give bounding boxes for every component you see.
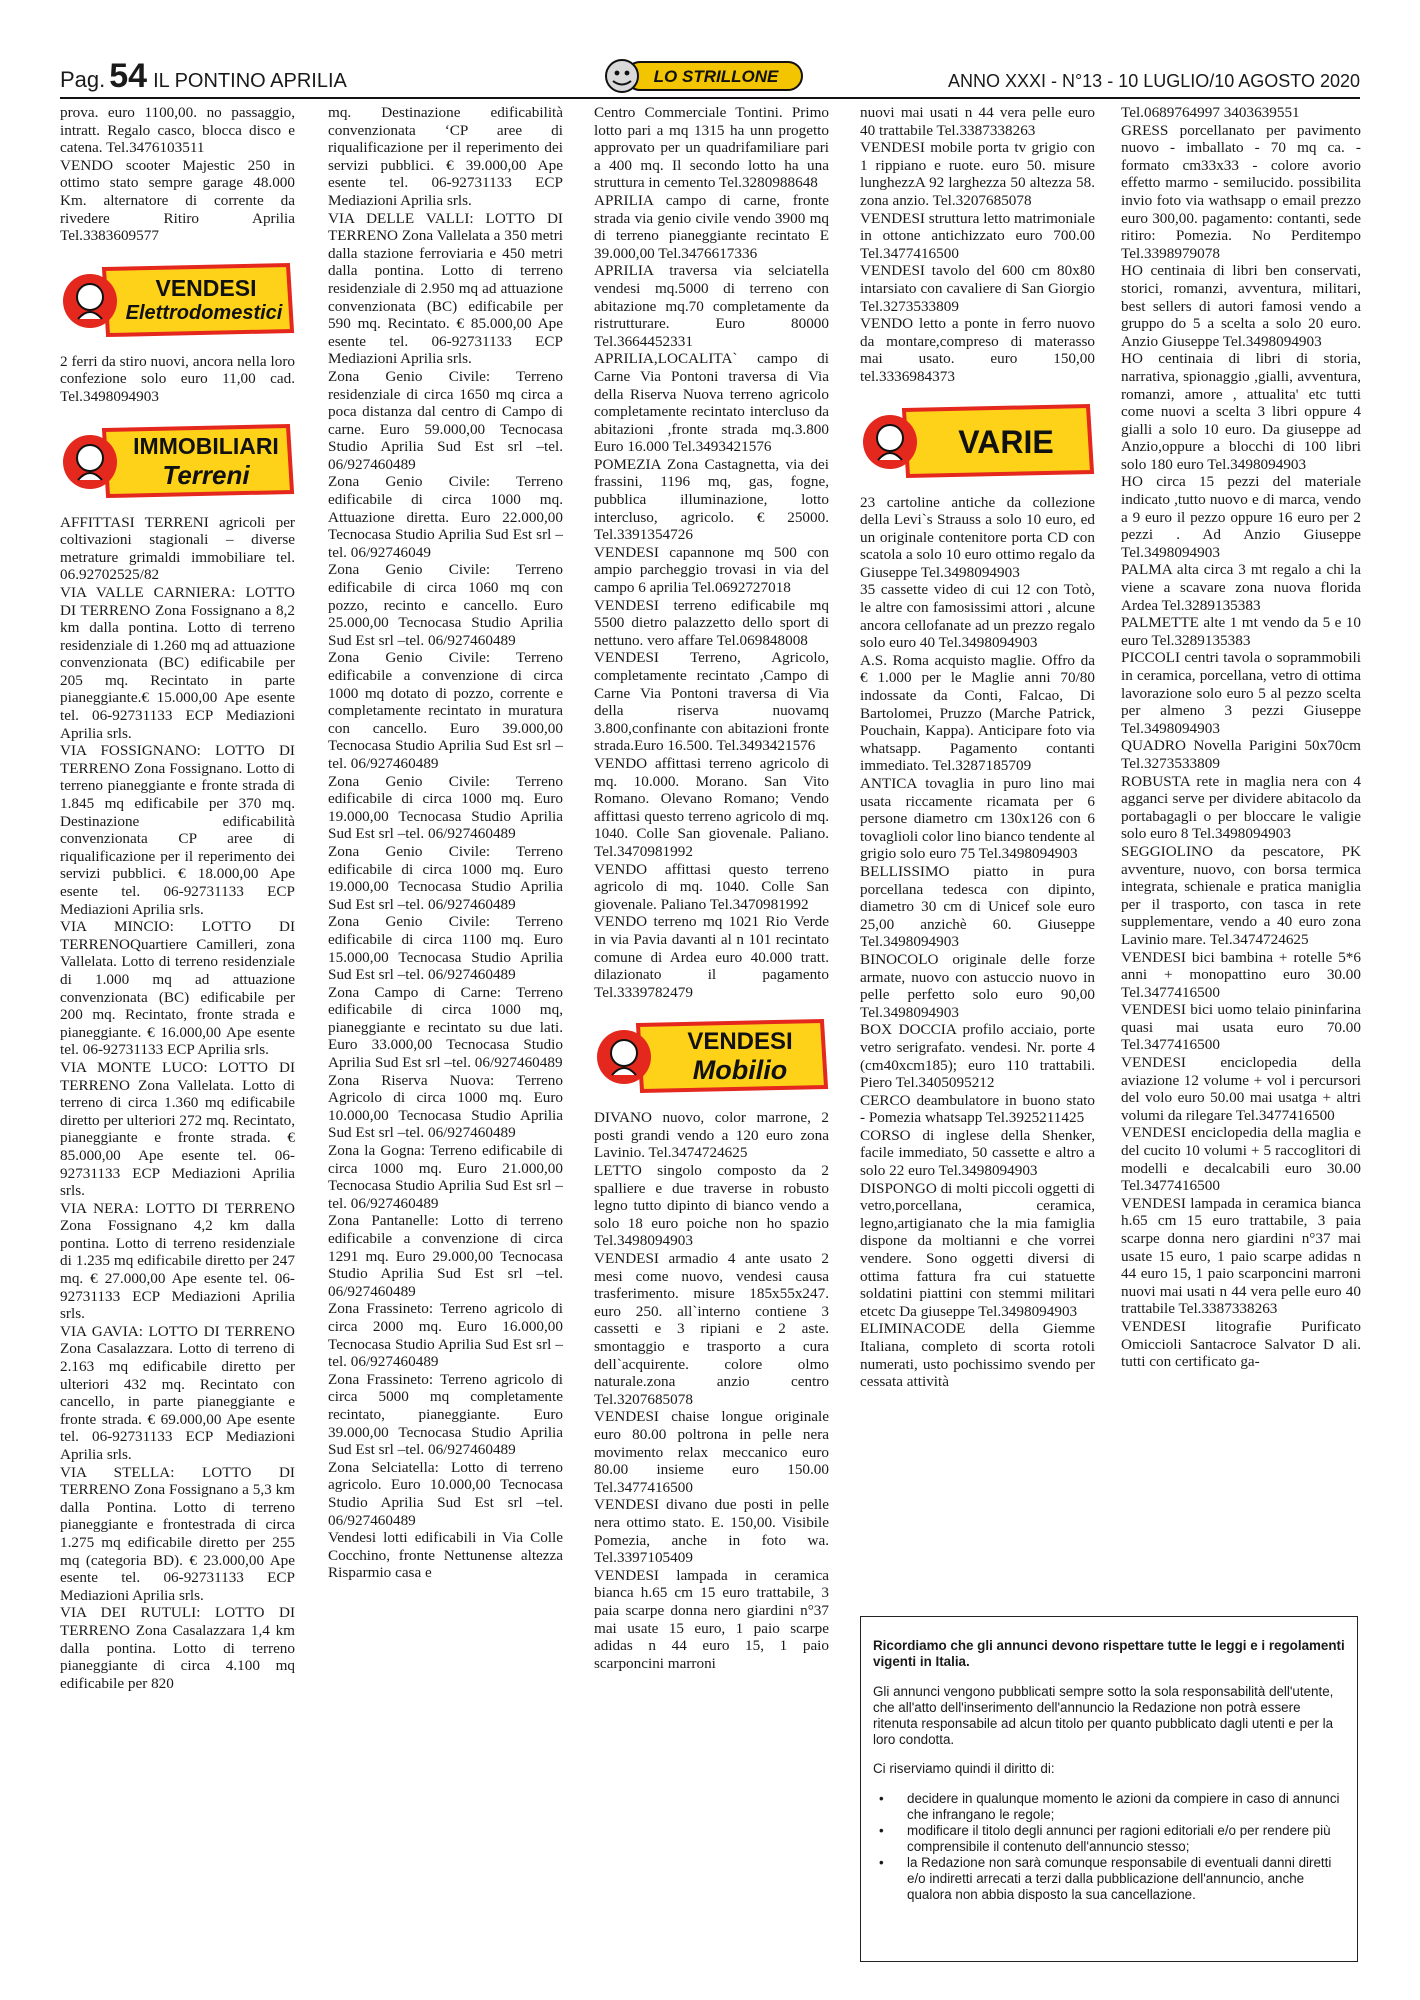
- classified-ad: 2 ferri da stiro nuovi, ancora nella loro confezione solo euro 11,00 cad. Tel.3498094903: [60, 352, 295, 405]
- classified-ad: APRILIA traversa via selciatella vendesi mq.5000 di terreno con abitazione mq.70 completamente da ristrutturare. Euro 80000 Tel.3664452331: [594, 262, 829, 350]
- ads-group-elettrodomestici: [60, 353, 295, 406]
- banner-line2: Elettrodomestici: [125, 301, 283, 324]
- column-5: [1121, 104, 1361, 1371]
- classified-ad: A.S. Roma acquisto maglie. Offro da € 1.000 per le Maglie anni 70/80 indossate da Conti, Falcao, Di Bartolomei, Pruzzo (Marche Patrick, Pouchain, Kappa). Anticipare foto via whatsapp. Pagamento contanti immediato. Tel.3287185709: [860, 651, 1095, 775]
- classified-ad: VENDESI lampada in ceramica bianca h.65 cm 15 euro trattabile, 3 paia scarpe donna nero giardini n°37 mai usate 15 euro, 1 paio scarpe adidas n 44 euro 15, 1 paio scarponcini marroni nuovi mai usati n 44 vera pelle euro 40 trattabile Tel.3387338263: [1121, 1194, 1361, 1318]
- classified-ad: HO circa 15 pezzi del materiale indicato ,tutto nuovo e di marca, vendo a 9 euro il pezzo oppure 16 euro per 2 pezzi . Ad Anzio Giuseppe Tel.3498094903: [1121, 473, 1361, 561]
- classified-ad: Centro Commerciale Tontini. Primo lotto pari a mq 1315 ha unn progetto approvato per un quadrifamiliare pari a 400 mq. Il secondo lotto ha una struttura in cemento Tel.3280988648: [594, 104, 829, 192]
- disclaimer-title: Ricordiamo che gli annunci devono rispettare tutte le leggi e i regolamenti vigenti in Italia.: [873, 1638, 1345, 1670]
- classified-ad: AFFITTASI TERRENI agricoli per coltivazioni stagionali – diverse metrature grimaldi immobiliare tel. 06.92702525/82: [60, 513, 295, 584]
- classified-ad: VENDESI lampada in ceramica bianca h.65 cm 15 euro trattabile, 3 paia scarpe donna nero giardini n°37 mai usate 15 euro, 1 paio scarpe adidas n 44 euro 15, 1 paio scarponcini marroni: [594, 1566, 829, 1672]
- classified-ad: BOX DOCCIA profilo acciaio, porte vetro serigrafato. vendesi. Nr. porte 4 (cm40xcm185); euro 110 trattabili. Piero Tel.3405095212: [860, 1021, 1095, 1092]
- classified-ad: DIVANO nuovo, color marrone, 2 posti grandi vendo a 120 euro zona Lavinio. Tel.3474724625: [594, 1109, 829, 1162]
- header-left: [60, 57, 347, 96]
- classified-ad: BELLISSIMO piatto in pura porcellana tedesca con dipinto, diametro 30 cm di Unicef sole euro 25,00 anzichè 60. Giuseppe Tel.3498094903: [860, 862, 1095, 951]
- classified-ad: DISPONGO di molti piccoli oggetti di vetro,porcellana, ceramica, legno,artigianato che la mia famiglia dispone da moltianni e che vorrei vendere. Sono oggetti diversi di ottima fattura fra cui statuette soldatini piattini con stemmi militari etcetc Da giuseppe Tel.3498094903: [860, 1179, 1095, 1320]
- classified-ad: VENDESI mobile porta tv grigio con 1 rippiano e ruote. euro 50. misure lunghezzA 92 larghezza 50 altezza 58. zona anzio. Tel.3207685078: [860, 139, 1095, 209]
- classified-ad: Zona Genio Civile: Terreno residenziale di circa 1650 mq circa a poca distanza dal centro di Campo di carne. Euro 59.000,00 Tecnocasa Studio Aprilia Sud Est srl –tel. 06/927460489: [328, 367, 563, 473]
- classified-ad: Zona Frassineto: Terreno agricolo di circa 5000 mq completamente recintato, pianeggiante. Euro 39.000,00 Tecnocasa Studio Aprilia Sud Est srl –tel. 06/927460489: [328, 1370, 563, 1459]
- classified-ad: PALMA alta circa 3 mt regalo a chi la viene a scavare zona nuova florida Ardea Tel.3289135383: [1121, 561, 1361, 614]
- column-1: [60, 104, 295, 1692]
- classified-ad: ANTICA tovaglia in puro lino mai usata riccamente ricamata per 6 persone diametro cm 130x126 con 6 tovaglioli color lino bianco tendente al grigio solo euro 75 Tel.3498094903: [860, 775, 1095, 863]
- column-3: [594, 104, 829, 1672]
- classified-ad: VENDO affittasi terreno agricolo di mq. 10.000. Morano. San Vito Romano. Olevano Romano; Vendo affittasi questo terreno agricolo di mq. 1040. Colle San giovenale. Paliano. Tel.3470981992: [594, 754, 829, 860]
- classified-ad: 35 cassette video di cui 12 con Totò, le altre con famosissimi attori , alcune ancora cellofanate ad un prezzo regalo solo euro 40 Tel.3498094903: [860, 581, 1095, 652]
- ads-group-terreni-cont: [328, 104, 563, 1582]
- ads-group-mobilio-cont: [860, 104, 1095, 386]
- classified-ad: Zona Genio Civile: Terreno edificabile di circa 1000 mq. Euro 19.000,00 Tecnocasa Studio Aprilia Sud Est srl –tel. 06/927460489: [328, 842, 563, 913]
- disclaimer-item: [873, 1791, 1345, 1823]
- disclaimer-lead: Ci riserviamo quindi il diritto di:: [873, 1761, 1055, 1777]
- classified-ad: Zona Campo di Carne: Terreno edificabile di circa 1000 mq, pianeggiante e recintato su due lati. Euro 33.000,00 Tecnocasa Studio Aprilia Sud Est srl –tel. 06/927460489: [328, 983, 563, 1072]
- classified-ad: VIA NERA: LOTTO DI TERRENO Zona Fossignano 4,2 km dalla pontina. Lotto di terreno residenziale di 1.235 mq edificabile diretto per 247 mq. € 27.000,00 Ape esente tel. 06-92731133 ECP Mediazioni Aprilia srls.: [60, 1199, 295, 1323]
- banner-line1: VARIE: [958, 423, 1054, 460]
- bullet-icon: •: [879, 1790, 884, 1806]
- classified-ad: GRESS porcellanato per pavimento nuovo - imballato - 70 mq ca. - formato cm33x33 - colore avorio effetto marmo - semilucido. possibilita invio foto via wathsapp o email prezzo euro 300,00. pagamento: contanti, sede ritiro: Pomezia. No Perditempo Tel.3398979078: [1121, 121, 1361, 262]
- classified-ad: VIA FOSSIGNANO: LOTTO DI TERRENO Zona Fossignano. Lotto di terreno pianeggiante e fronte strada di 1.845 mq edificabile per 370 mq. Destinazione edificabilità convenzionata CP aree di riqualificazione per il reperimento dei servizi pubblici. € 18.000,00 Ape esente tel. 06-92731133 ECP Mediazioni Aprilia srls.: [60, 742, 295, 918]
- banner-line2: Mobilio: [692, 1055, 788, 1086]
- banner-varie: [860, 402, 1095, 480]
- classified-ad: VENDESI enciclopedia della aviazione 12 volume + vol i percursori del volo euro 50.00 mai usatga + altri volumi da rilegare Tel.3477416500: [1121, 1054, 1361, 1124]
- classified-ad: VIA VALLE CARNIERA: LOTTO DI TERRENO Zona Fossignano a 8,2 km dalla pontina. Lotto di terreno residenziale di 1.260 mq ad attuazione convenzionata (BC) edificabile per 205 mq. Recintato in parte pianeggiante.€ 15.000,00 Ape esente tel. 06-92731133 ECP Mediazioni Aprilia srls.: [60, 583, 295, 742]
- classified-ad: Zona Genio Civile: Terreno edificabile a convenzione di circa 1000 mq dotato di pozzo, corrente e completamente recintato in muratura con cancello. Euro 39.000,00 Tecnocasa Studio Aprilia Sud Est srl –tel. 06/927460489: [328, 649, 563, 772]
- classified-ad: Zona Riserva Nuova: Terreno Agricolo di circa 1000 mq. Euro 10.000,00 Tecnocasa Studio Aprilia Sud Est srl –tel. 06/927460489: [328, 1071, 563, 1142]
- disclaimer-item: [873, 1855, 1345, 1903]
- mascot-head-icon: [77, 445, 103, 471]
- classified-ad: nuovi mai usati n 44 vera pelle euro 40 trattabile Tel.3387338263: [860, 104, 1095, 139]
- classified-ad: Zona Genio Civile: Terreno edificabile di circa 1100 mq. Euro 15.000,00 Tecnocasa Studio Aprilia Sud Est srl –tel. 06/927460489: [328, 913, 563, 984]
- classified-ad: Zona Genio Civile: Terreno edificabile di circa 1000 mq. Euro 19.000,00 Tecnocasa Studio Aprilia Sud Est srl –tel. 06/927460489: [328, 772, 563, 843]
- classified-ad: ROBUSTA rete in maglia nera con 4 agganci serve per dividere abitacolo da portabagagli o per bloccare le valigie solo euro 8 Tel.3498094903: [1121, 772, 1361, 843]
- classified-ad: VIA STELLA: LOTTO DI TERRENO Zona Fossignano a 5,3 km dalla Pontina. Lotto di terreno pianeggiante e frontestrada di circa 1.275 mq edificabile diretto per 255 mq (categoria BD). € 23.000,00 Ape esente tel. 06-92731133 ECP Mediazioni Aprilia srls.: [60, 1463, 295, 1604]
- classified-ad: Zona la Gogna: Terreno edificabile di circa 1000 mq. Euro 21.000,00 Tecnocasa Studio Aprilia Sud Est srl –tel. 06/927460489: [328, 1142, 563, 1212]
- classified-ad: CERCO deambulatore in buono stato - Pomezia whatsapp Tel.3925211425: [860, 1091, 1095, 1127]
- bullet-icon: •: [879, 1854, 884, 1870]
- disclaimer-list: [873, 1791, 1345, 1903]
- classified-ad: 23 cartoline antiche da collezione della Levi`s Strauss a solo 10 euro, ed un originale contenitore porta CD con scatola a solo 10 euro ottimo regalo da Giuseppe Tel.3498094903: [860, 493, 1095, 581]
- classified-ad: Zona Genio Civile: Terreno edificabile di circa 1000 mq. Attuazione diretta. Euro 22.000,00 Tecnocasa Studio Aprilia Sud Est srl – tel. 06/92746049: [328, 473, 563, 561]
- classified-ad: PICCOLI centri tavola o soprammobili in ceramica, porcellana, vetro di ottima lavorazione solo euro 5 al pezzo scelta per almeno 3 pezzi Giuseppe Tel.3498094903: [1121, 649, 1361, 737]
- classified-ad: VENDO terreno mq 1021 Rio Verde in via Pavia davanti al n 101 recintato comune di Ardea euro 40.000 tratt. dilazionato il pagamento Tel.3339782479: [594, 913, 829, 1001]
- page-number: 54: [109, 57, 148, 95]
- classified-ad: VENDESI armadio 4 ante usato 2 mesi come nuovo, vendesi causa trasferimento. misure 185x55x247. euro 250. all`interno contiene 3 cassetti e 3 ripiani e 2 aste. smontaggio e trasporto a cura dell`acquirente. colore olmo naturale.zona anzio centro Tel.3207685078: [594, 1250, 829, 1408]
- issue-info: ANNO XXXI - N°13 - 10 LUGLIO/10 AGOSTO 2020: [947, 71, 1360, 91]
- disclaimer-item-text: modificare il titolo degli annunci per ragioni editoriali e/o per rendere più comprensibile il contenuto dell'annuncio stesso;: [907, 1822, 1331, 1854]
- classified-ad: VENDO letto a ponte in ferro nuovo da montare,compreso di materasso mai usato. euro 150,00 tel.3336984373: [860, 315, 1095, 385]
- logo-eye-icon: [615, 71, 620, 76]
- disclaimer-body: Gli annunci vengono pubblicati sempre sotto la sola responsabilità dell'utente, che all'atto dell'inserimento dell'annuncio la Redazione non potrà essere ritenuta responsabile ad alcun titolo per quanto pubblicato dagli utenti e per la loro condotta.: [873, 1683, 1334, 1747]
- disclaimer-item-text: decidere in qualunque momento le azioni da compiere in caso di annunci che infrangano le regole;: [907, 1790, 1340, 1822]
- mascot-head-icon: [877, 425, 903, 451]
- banner-line2: Terreni: [162, 459, 250, 490]
- classified-ad: VENDESI enciclopedia della maglia e del cucito 10 volumi + 5 raccoglitori di modelli e decalcabili euro 30.00 Tel.3477416500: [1121, 1124, 1361, 1195]
- page-header: [60, 57, 1360, 96]
- classified-ad: QUADRO Novella Parigini 50x70cm Tel.3273533809: [1121, 737, 1361, 772]
- column-2: [328, 104, 563, 1582]
- page-label: Pag.: [60, 67, 106, 92]
- classified-ad: VIA MINCIO: LOTTO DI TERRENOQuartiere Camilleri, zona Vallelata. Lotto di terreno residenziale di 1.000 mq ad attuazione convenzionata (BC) edificabile per 200 mq. Recintato, fronte strada e pianeggiante. € 16.000,00 Ape esente tel. 06-92731133 ECP Aprilia srls.: [60, 918, 295, 1059]
- classified-ad: SEGGIOLINO da pescatore, PK avventure, nuovo, con borsa termica integrata, schienale e pratica maniglia per il trasporto, con tasca in rete supplementare, vendo a 40 euro zona Lavinio mare. Tel.3474724625: [1121, 842, 1361, 948]
- classified-ad: VIA GAVIA: LOTTO DI TERRENO Zona Casalazzara. Lotto di terreno di 2.163 mq edificabile diretto per ulteriori 432 mq. Recintato con cancello, in parte pianeggiante e fronte strada. € 69.000,00 Ape esente tel. 06-92731133 ECP Mediazioni Aprilia srls.: [60, 1322, 295, 1463]
- classified-ad: VENDESI struttura letto matrimoniale in ottone antichizzato euro 700.00 Tel.3477416500: [860, 209, 1095, 262]
- classified-ad: VENDESI terreno edificabile mq 5500 dietro palazzetto dello sport di nettuno. vero affare Tel.069848008: [594, 596, 829, 649]
- logo-character-icon: [606, 60, 638, 92]
- classified-ad: VENDESI divano due posti in pelle nera ottimo stato. E. 150,00. Visibile Pomezia, anche in foto wa. Tel.3397105409: [594, 1496, 829, 1567]
- classified-ad: Zona Pantanelle: Lotto di terreno edificabile a convenzione di circa 1291 mq. Euro 29.000,00 Tecnocasa Studio Aprilia Sud Est srl –tel. 06/927460489: [328, 1212, 563, 1300]
- classified-ad: LETTO singolo composto da 2 spalliere e due traverse in robusto legno tutto dipinto di bianco vendo a solo 18 euro poiche non ho spazio Tel.3498094903: [594, 1162, 829, 1250]
- classified-ad: VENDESI capannone mq 500 con ampio parcheggio trovasi in via del campo 6 aprilia Tel.0692727018: [594, 543, 829, 597]
- disclaimer-box: [860, 1616, 1358, 1962]
- ads-group-varie-cont: [1121, 104, 1361, 1371]
- logo-graphic: [600, 56, 805, 96]
- classified-ad: PALMETTE alte 1 mt vendo da 5 e 10 euro Tel.3289135383: [1121, 614, 1361, 649]
- classified-ad: VENDESI tavolo del 600 cm 80x80 intarsiato con cavaliere di San Giorgio Tel.3273533809: [860, 262, 1095, 315]
- classified-ad: Vendesi lotti edificabili in Via Colle Cocchino, fronte Nettunense altezza Risparmio casa e: [328, 1529, 563, 1582]
- mascot-head-icon: [611, 1040, 637, 1066]
- classified-ad: VENDO affittasi questo terreno agricolo di mq. 1040. Colle San giovenale. Paliano Tel.3470981992: [594, 860, 829, 913]
- mascot-head-icon: [77, 284, 103, 310]
- disclaimer-item-text: la Redazione non sarà comunque responsabile di eventuali danni diretti e/o indiretti arrecati a terzi dalla pubblicazione dell'annuncio, anche qualora non abbia disposto la sua cancellazione.: [907, 1854, 1332, 1902]
- classified-ad: VENDESI Terreno, Agricolo, completamente recintato ,Campo di Carne Via Pontoni traversa di Via della riserva nuovamq 3.800,confinante con abitazioni fronte strada.Euro 16.500. Tel.3493421576: [594, 649, 829, 755]
- classified-ad: Zona Genio Civile: Terreno edificabile di circa 1060 mq con pozzo, recinto e cancello. Euro 25.000,00 Tecnocasa Studio Aprilia Sud Est srl –tel. 06/927460489: [328, 561, 563, 649]
- classified-ad: CORSO di inglese della Shenker, facile immediato, 50 cassette e altro a solo 22 euro Tel.3498094903: [860, 1126, 1095, 1180]
- ads-group-terreni: [60, 514, 295, 1693]
- classified-ad: Zona Selciatella: Lotto di terreno agricolo. Euro 10.000,00 Tecnocasa Studio Aprilia Sud Est srl –tel. 06/927460489: [328, 1458, 563, 1529]
- classified-ad: VENDESI litografie Purificato Omiccioli Santacroce Salvator D ali. tutti con certificato ga-: [1121, 1317, 1361, 1371]
- classified-ad: mq. Destinazione edificabilità convenzionata ‘CP aree di riqualificazione per il reperimento dei servizi pubblici. € 39.000,00 Ape esente tel. 06-92731133 ECP Mediazioni Aprilia srls.: [328, 104, 563, 209]
- classified-ad: HO centinaia di libri di storia, narrativa, spionaggio ,gialli, avventura, romanzi, amore , attualita' etc tutti come nuovi a scelta 3 libri oppure 4 gialli a solo 10 euro. Da giuseppe ad Anzio,oppure a blocchi di 100 libri solo 180 euro Tel.3498094903: [1121, 350, 1361, 473]
- classified-ad: VIA DEI RUTULI: LOTTO DI TERRENO Zona Casalazzara 1,4 km dalla pontina. Lotto di terreno pianeggiante di circa 4.100 mq edificabile per 820: [60, 1604, 295, 1692]
- classified-ad: VENDESI bici uomo telaio pininfarina quasi mai usata euro 70.00 Tel.3477416500: [1121, 1001, 1361, 1054]
- classified-ad: VIA MONTE LUCO: LOTTO DI TERRENO Zona Vallelata. Lotto di terreno di circa 1.360 mq edificabile diretto per ulteriori 272 mq. Recintato, pianeggiante e fronte strada. € 85.000,00 Ape esente tel. 06-92731133 ECP Mediazioni Aprilia srls.: [60, 1058, 295, 1200]
- classified-ad: prova. euro 1100,00. no passaggio, intratt. Regalo casco, blocca disco e catena. Tel.3476103511: [60, 104, 295, 157]
- bullet-icon: •: [879, 1822, 884, 1838]
- classified-ad: APRILIA campo di carne, fronte strada via genio civile vendo 3900 mq di terreno pianeggiante recintato E 39.000,00 Tel.3476617336: [594, 191, 829, 262]
- classified-ad: APRILIA,LOCALITA` campo di Carne Via Pontoni traversa di Via della Riserva Nuova terreno agricolo completamente recintato intercluso da abitazioni ,fronte strada mq.3.800 Euro 16.000 Tel.3493421576: [594, 350, 829, 456]
- banner-vendesi-mobilio: [594, 1017, 829, 1095]
- disclaimer-item: [873, 1823, 1345, 1855]
- banner-line1: VENDESI: [155, 274, 257, 301]
- banner-immobiliari-terreni: [60, 422, 295, 500]
- classified-ad: VIA DELLE VALLI: LOTTO DI TERRENO Zona Vallelata a 350 metri dalla stazione ferroviaria e 450 metri dalla pontina. Lotto di terreno residenziale di 2.950 mq ad attuazione convenzionata (BC) edificabile per 590 mq. Recintato. € 85.000,00 Ape esente tel. 06-92731133 ECP Mediazioni Aprilia srls.: [328, 209, 563, 368]
- classified-ad: BINOCOLO originale delle forze armate, nuovo con astuccio nuovo in pelle perfetto solo euro 90,00 Tel.3498094903: [860, 950, 1095, 1021]
- ads-group-terreni-cont: [594, 104, 829, 1001]
- column-4: [860, 104, 1095, 1391]
- header-rule: [60, 97, 1360, 99]
- ads-group-veicoli: [60, 104, 295, 245]
- classified-ad: POMEZIA Zona Castagnetta, via dei frassini, 1196 mq, gas, fogne, pubblica illuminazione, lotto intercluso, agricolo. € 25000. Tel.3391354726: [594, 455, 829, 544]
- logo-eye-icon: [625, 71, 630, 76]
- classified-ad: Zona Frassineto: Terreno agricolo di circa 2000 mq. Euro 16.000,00 Tecnocasa Studio Aprilia Sud Est srl –tel. 06/927460489: [328, 1300, 563, 1371]
- classified-ad: ELIMINACODE della Giemme Italiana, completo di scorta rotoli numerati, usto pochissimo svendo per cessata attività: [860, 1320, 1095, 1391]
- lo-strillone-logo: [600, 56, 805, 96]
- ads-group-varie: [860, 494, 1095, 1391]
- classified-ad: VENDESI chaise longue originale euro 80.00 poltrona in pelle nera movimento relax meccanico euro 80.00 insieme euro 150.00 Tel.3477416500: [594, 1408, 829, 1496]
- banner-line1: IMMOBILIARI: [133, 432, 279, 459]
- classified-ad: HO centinaia di libri ben conservati, storici, romanzi, avventura, militari, best sellers di autori famosi vendo a gruppo do 5 a scelta a solo 20 euro. Anzio Giuseppe Tel.3498094903: [1121, 262, 1361, 350]
- classified-ad: VENDO scooter Majestic 250 in ottimo stato sempre garage 48.000 Km. alternatore di corrente da rivedere Ritiro Aprilia Tel.3383609577: [60, 156, 295, 245]
- logo-text: LO STRILLONE: [653, 67, 779, 86]
- classified-ad: VENDESI bici bambina + rotelle 5*6 anni + monopattino euro 30.00 Tel.3477416500: [1121, 948, 1361, 1001]
- publication-name: IL PONTINO APRILIA: [153, 70, 347, 92]
- classified-ad: Tel.0689764997 3403639551: [1121, 104, 1300, 121]
- banner-line1: VENDESI: [687, 1028, 793, 1056]
- banner-vendesi-elettrodomestici: [60, 261, 295, 339]
- ads-group-mobilio: [594, 1109, 829, 1672]
